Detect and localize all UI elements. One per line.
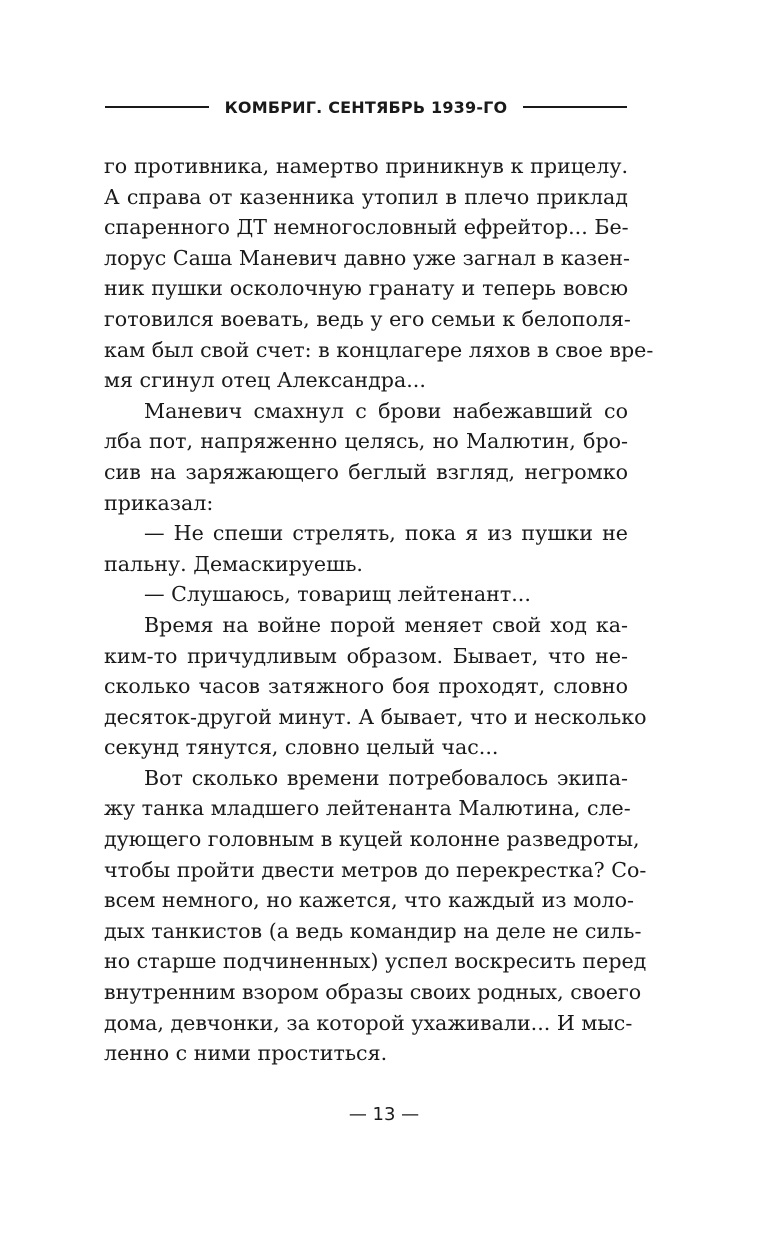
text-line: кам был свой счет: в концлагере ляхов в свое вре-	[104, 337, 654, 362]
text-line: Время на войне порой меняет свой ход ка-	[144, 612, 628, 637]
text-line: го противника, намертво приникнув к прицелу.	[104, 154, 628, 178]
text-line: мя сгинул отец Александра...	[104, 368, 426, 393]
text-line: — Слушаюсь, товарищ лейтенант...	[144, 582, 531, 607]
running-head	[105, 94, 627, 120]
paragraph	[104, 518, 628, 579]
text-line: секунд тянутся, словно целый час...	[104, 735, 499, 760]
running-head-rule-right	[523, 106, 627, 108]
text-line: готовился воевать, ведь у его семьи к белополя-	[104, 306, 631, 331]
text-line: ник пушки осколочную гранату и теперь вовсю	[104, 276, 628, 301]
text-line: ленно с ними проститься.	[104, 1041, 388, 1066]
page-number: — 13 —	[348, 1104, 420, 1125]
text-line: приказал:	[104, 490, 214, 515]
text-line: ким-то причудливым образом. Бывает, что не-	[104, 643, 628, 668]
text-line: но старше подчиненных) успел воскресить перед	[104, 949, 647, 974]
paragraph	[104, 396, 628, 518]
text-line: Вот сколько времени потребовалось экипа-	[144, 765, 628, 790]
text-line: сив на заряжающего беглый взгляд, негромко	[104, 459, 628, 484]
paragraph	[104, 151, 654, 396]
text-line: жу танка младшего лейтенанта Малютина, сле-	[104, 796, 631, 821]
text-line: пальну. Демаскируешь.	[104, 551, 363, 576]
paragraph	[104, 763, 647, 1069]
paragraph	[104, 610, 647, 763]
running-head-title: КОМБРИГ. СЕНТЯБРЬ 1939-ГО	[224, 97, 508, 117]
text-line: лорус Саша Маневич давно уже загнал в казен-	[104, 245, 630, 270]
text-line: внутренним взором образы своих родных, своего	[104, 980, 642, 1005]
text-line: сколько часов затяжного боя проходят, словно	[104, 674, 628, 699]
text-line: десяток-другой минут. А бывает, что и несколько	[104, 704, 647, 729]
running-head-rule-left	[105, 106, 209, 108]
text-line: спаренного ДТ немногословный ефрейтор... Бе-	[104, 215, 629, 240]
text-line: чтобы пройти двести метров до перекрестка? Со-	[104, 857, 647, 882]
text-line: дующего головным в куцей колонне разведроты,	[104, 827, 640, 852]
text-line: дома, девчонки, за которой ухаживали... И мыс-	[104, 1010, 633, 1035]
text-line: — Не спеши стрелять, пока я из пушки не	[144, 521, 628, 546]
body-text	[104, 151, 654, 1069]
text-line: А справа от казенника утопил в плечо приклад	[104, 184, 628, 209]
text-line: всем немного, но кажется, что каждый из моло-	[104, 888, 634, 913]
text-line: лба пот, напряженно целясь, но Малютин, бро-	[104, 429, 628, 454]
text-line: Маневич смахнул с брови набежавший со	[144, 398, 628, 423]
text-line: дых танкистов (а ведь командир на деле не силь-	[104, 918, 642, 943]
paragraph	[104, 579, 628, 610]
